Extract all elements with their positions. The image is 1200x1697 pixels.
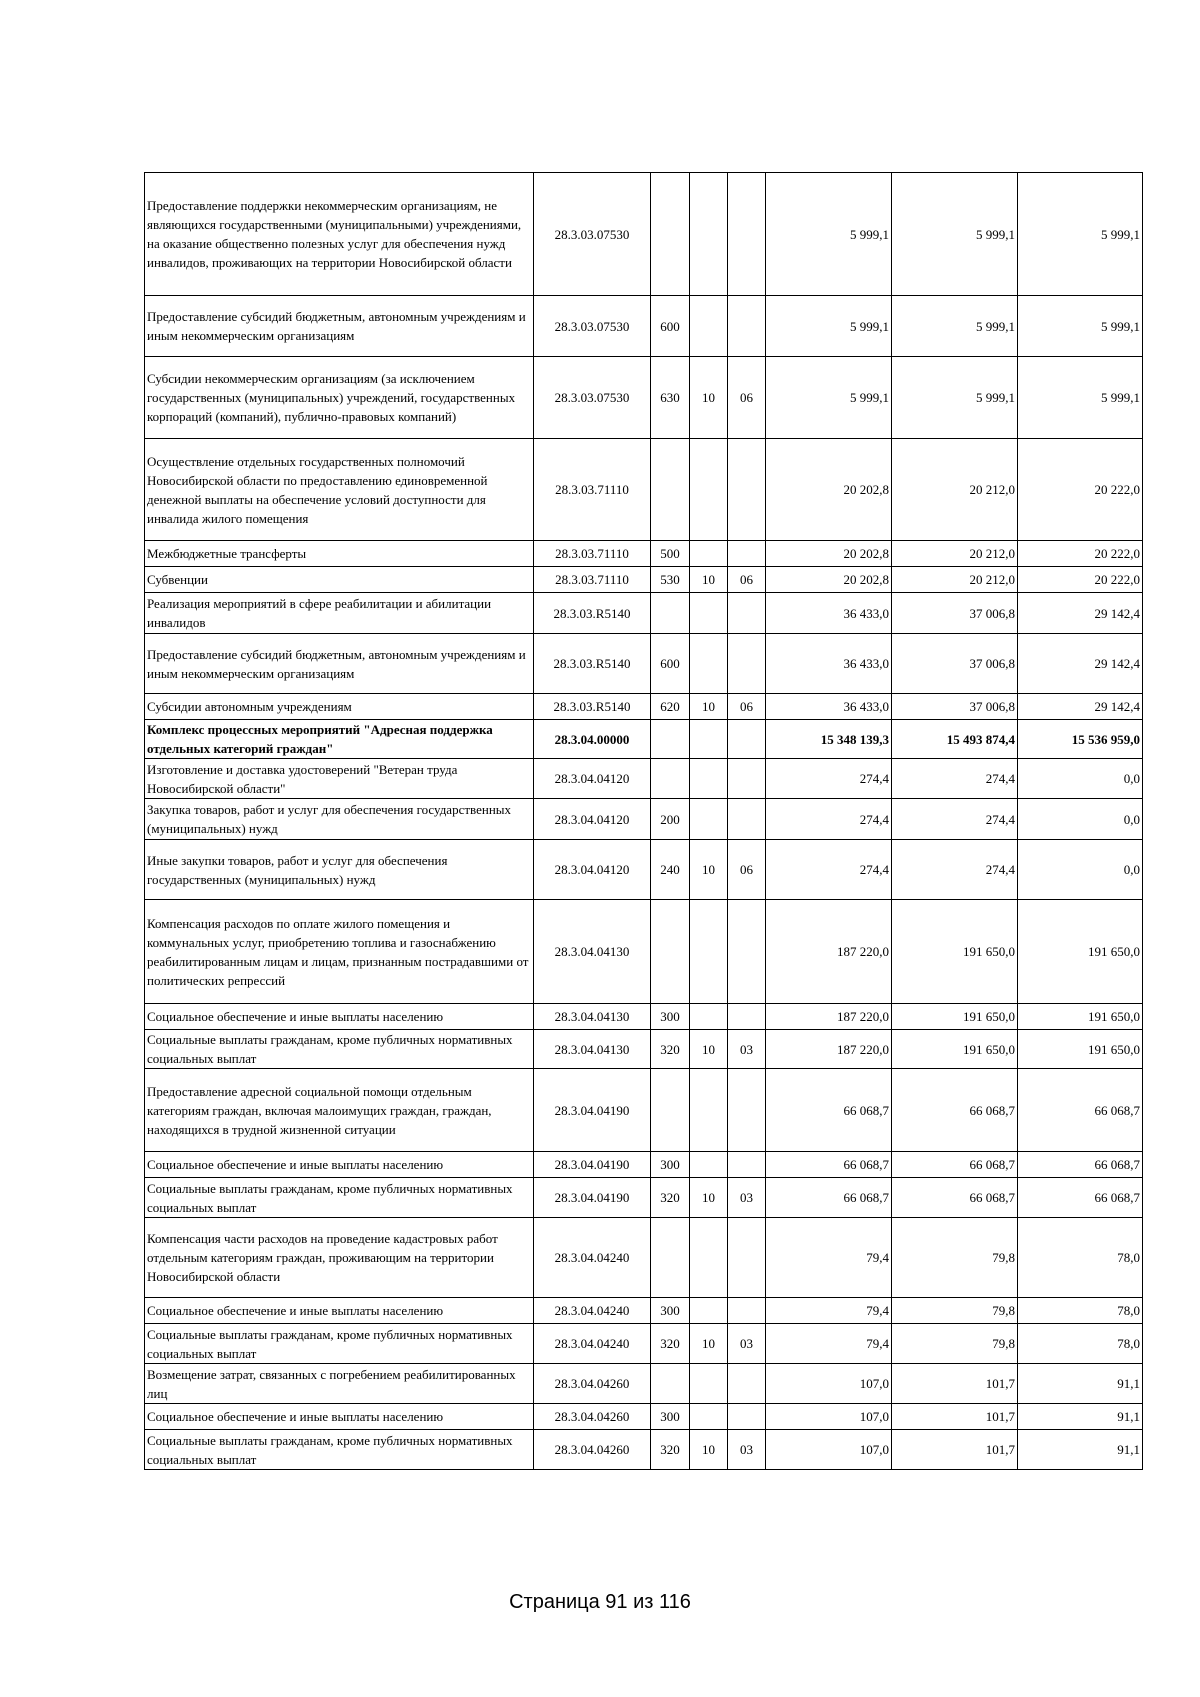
row-subsection xyxy=(728,173,766,296)
row-amount-2: 37 006,8 xyxy=(892,634,1018,694)
row-section xyxy=(690,1069,728,1152)
row-subsection: 03 xyxy=(728,1430,766,1470)
row-subsection xyxy=(728,900,766,1004)
row-name: Межбюджетные трансферты xyxy=(145,541,534,567)
row-expense-type: 600 xyxy=(651,634,690,694)
row-subsection xyxy=(728,1152,766,1178)
table-row xyxy=(145,593,1143,634)
row-subsection xyxy=(728,720,766,759)
row-expense-type: 320 xyxy=(651,1430,690,1470)
table-row xyxy=(145,1298,1143,1324)
row-section: 10 xyxy=(690,1430,728,1470)
row-code: 28.3.04.04120 xyxy=(534,759,651,799)
row-section: 10 xyxy=(690,694,728,720)
row-amount-2: 191 650,0 xyxy=(892,1004,1018,1030)
row-name: Социальное обеспечение и иные выплаты населению xyxy=(145,1404,534,1430)
row-expense-type xyxy=(651,1069,690,1152)
table-row xyxy=(145,840,1143,900)
row-amount-2: 15 493 874,4 xyxy=(892,720,1018,759)
row-amount-1: 36 433,0 xyxy=(766,593,892,634)
row-name: Реализация мероприятий в сфере реабилитации и абилитации инвалидов xyxy=(145,593,534,634)
row-code: 28.3.04.04120 xyxy=(534,799,651,840)
row-expense-type xyxy=(651,1218,690,1298)
row-subsection xyxy=(728,1069,766,1152)
row-amount-1: 5 999,1 xyxy=(766,173,892,296)
row-expense-type: 200 xyxy=(651,799,690,840)
row-code: 28.3.03.07530 xyxy=(534,173,651,296)
table-row xyxy=(145,900,1143,1004)
row-subsection xyxy=(728,1004,766,1030)
row-code: 28.3.04.04240 xyxy=(534,1218,651,1298)
row-amount-2: 66 068,7 xyxy=(892,1069,1018,1152)
row-amount-3: 91,1 xyxy=(1018,1404,1143,1430)
row-amount-1: 66 068,7 xyxy=(766,1069,892,1152)
row-subsection: 03 xyxy=(728,1178,766,1218)
table-row xyxy=(145,1152,1143,1178)
row-expense-type: 240 xyxy=(651,840,690,900)
row-section xyxy=(690,541,728,567)
table-row xyxy=(145,1364,1143,1404)
row-section xyxy=(690,296,728,357)
row-expense-type: 300 xyxy=(651,1298,690,1324)
row-section xyxy=(690,1152,728,1178)
row-subsection: 06 xyxy=(728,840,766,900)
row-code: 28.3.03.71110 xyxy=(534,439,651,541)
row-amount-2: 20 212,0 xyxy=(892,567,1018,593)
row-amount-1: 187 220,0 xyxy=(766,1030,892,1069)
row-amount-1: 79,4 xyxy=(766,1298,892,1324)
row-expense-type: 630 xyxy=(651,357,690,439)
budget-table xyxy=(144,172,1143,1470)
row-amount-1: 5 999,1 xyxy=(766,357,892,439)
table-row xyxy=(145,296,1143,357)
row-code: 28.3.03.71110 xyxy=(534,567,651,593)
row-code: 28.3.03.R5140 xyxy=(534,694,651,720)
row-amount-3: 20 222,0 xyxy=(1018,541,1143,567)
table-row xyxy=(145,1004,1143,1030)
table-row xyxy=(145,1218,1143,1298)
table-row xyxy=(145,1030,1143,1069)
row-amount-2: 5 999,1 xyxy=(892,296,1018,357)
table-row xyxy=(145,799,1143,840)
row-amount-1: 107,0 xyxy=(766,1430,892,1470)
row-code: 28.3.04.04240 xyxy=(534,1298,651,1324)
row-amount-2: 5 999,1 xyxy=(892,173,1018,296)
row-name: Предоставление субсидий бюджетным, автономным учреждениям и иным некоммерческим организациям xyxy=(145,634,534,694)
table-row xyxy=(145,1404,1143,1430)
row-expense-type xyxy=(651,759,690,799)
row-name: Социальное обеспечение и иные выплаты населению xyxy=(145,1152,534,1178)
table-row xyxy=(145,1178,1143,1218)
page-number: Страница 91 из 116 xyxy=(509,1591,691,1613)
row-subsection xyxy=(728,634,766,694)
row-amount-3: 78,0 xyxy=(1018,1298,1143,1324)
row-expense-type: 300 xyxy=(651,1404,690,1430)
row-amount-2: 5 999,1 xyxy=(892,357,1018,439)
row-name: Осуществление отдельных государственных полномочий Новосибирской области по предоставлению единовременной денежной выплаты на обеспечение условий доступности для инвалида жилого помещения xyxy=(145,439,534,541)
row-subsection xyxy=(728,1404,766,1430)
row-amount-2: 274,4 xyxy=(892,799,1018,840)
row-expense-type: 320 xyxy=(651,1178,690,1218)
row-amount-1: 36 433,0 xyxy=(766,634,892,694)
row-expense-type xyxy=(651,593,690,634)
row-amount-1: 66 068,7 xyxy=(766,1178,892,1218)
row-amount-2: 66 068,7 xyxy=(892,1152,1018,1178)
row-name: Комплекс процессных мероприятий "Адресная поддержка отдельных категорий граждан" xyxy=(145,720,534,759)
row-amount-2: 79,8 xyxy=(892,1218,1018,1298)
row-subsection: 06 xyxy=(728,357,766,439)
row-amount-3: 78,0 xyxy=(1018,1218,1143,1298)
row-name: Иные закупки товаров, работ и услуг для обеспечения государственных (муниципальных) нужд xyxy=(145,840,534,900)
row-code: 28.3.04.04240 xyxy=(534,1324,651,1364)
row-name: Субсидии некоммерческим организациям (за исключением государственных (муниципальных) учреждений, государственных корпораций (компаний), публично-правовых компаний) xyxy=(145,357,534,439)
row-name: Социальные выплаты гражданам, кроме публичных нормативных социальных выплат xyxy=(145,1178,534,1218)
row-expense-type: 530 xyxy=(651,567,690,593)
row-expense-type: 620 xyxy=(651,694,690,720)
row-subsection xyxy=(728,1218,766,1298)
row-section xyxy=(690,1298,728,1324)
row-section: 10 xyxy=(690,1324,728,1364)
row-expense-type: 320 xyxy=(651,1324,690,1364)
row-amount-3: 91,1 xyxy=(1018,1430,1143,1470)
row-expense-type: 320 xyxy=(651,1030,690,1069)
row-amount-2: 191 650,0 xyxy=(892,900,1018,1004)
row-amount-3: 0,0 xyxy=(1018,840,1143,900)
row-amount-3: 78,0 xyxy=(1018,1324,1143,1364)
row-amount-2: 274,4 xyxy=(892,759,1018,799)
table-row xyxy=(145,720,1143,759)
row-amount-3: 5 999,1 xyxy=(1018,173,1143,296)
row-section xyxy=(690,799,728,840)
row-subsection xyxy=(728,759,766,799)
row-subsection xyxy=(728,799,766,840)
row-code: 28.3.04.04130 xyxy=(534,1030,651,1069)
row-subsection: 06 xyxy=(728,694,766,720)
table-row xyxy=(145,1069,1143,1152)
row-amount-3: 66 068,7 xyxy=(1018,1178,1143,1218)
row-section xyxy=(690,439,728,541)
row-amount-2: 66 068,7 xyxy=(892,1178,1018,1218)
row-section xyxy=(690,173,728,296)
row-name: Компенсация части расходов на проведение кадастровых работ отдельным категориям граждан, проживающим на территории Новосибирской области xyxy=(145,1218,534,1298)
row-section xyxy=(690,720,728,759)
row-section xyxy=(690,1364,728,1404)
row-expense-type: 600 xyxy=(651,296,690,357)
row-code: 28.3.03.07530 xyxy=(534,296,651,357)
row-section xyxy=(690,593,728,634)
table-row xyxy=(145,694,1143,720)
row-section: 10 xyxy=(690,840,728,900)
table-row xyxy=(145,439,1143,541)
row-amount-1: 274,4 xyxy=(766,799,892,840)
row-subsection: 06 xyxy=(728,567,766,593)
row-amount-1: 274,4 xyxy=(766,840,892,900)
row-section: 10 xyxy=(690,567,728,593)
table-row xyxy=(145,1324,1143,1364)
row-section: 10 xyxy=(690,1030,728,1069)
row-expense-type xyxy=(651,720,690,759)
table-row xyxy=(145,634,1143,694)
row-section: 10 xyxy=(690,1178,728,1218)
row-amount-2: 79,8 xyxy=(892,1324,1018,1364)
table-row xyxy=(145,541,1143,567)
row-amount-1: 187 220,0 xyxy=(766,1004,892,1030)
row-amount-1: 274,4 xyxy=(766,759,892,799)
row-amount-3: 66 068,7 xyxy=(1018,1152,1143,1178)
row-code: 28.3.03.R5140 xyxy=(534,634,651,694)
row-amount-1: 107,0 xyxy=(766,1404,892,1430)
row-expense-type xyxy=(651,439,690,541)
row-subsection xyxy=(728,296,766,357)
row-amount-3: 0,0 xyxy=(1018,759,1143,799)
row-subsection xyxy=(728,593,766,634)
row-amount-3: 91,1 xyxy=(1018,1364,1143,1404)
row-code: 28.3.04.04260 xyxy=(534,1430,651,1470)
row-name: Предоставление субсидий бюджетным, автономным учреждениям и иным некоммерческим организациям xyxy=(145,296,534,357)
row-code: 28.3.04.00000 xyxy=(534,720,651,759)
row-amount-2: 79,8 xyxy=(892,1298,1018,1324)
row-code: 28.3.03.R5140 xyxy=(534,593,651,634)
row-amount-2: 101,7 xyxy=(892,1404,1018,1430)
row-amount-2: 20 212,0 xyxy=(892,439,1018,541)
row-amount-3: 20 222,0 xyxy=(1018,567,1143,593)
row-section: 10 xyxy=(690,357,728,439)
row-amount-3: 5 999,1 xyxy=(1018,357,1143,439)
row-code: 28.3.04.04130 xyxy=(534,900,651,1004)
row-subsection xyxy=(728,439,766,541)
row-amount-2: 37 006,8 xyxy=(892,593,1018,634)
row-expense-type xyxy=(651,173,690,296)
row-name: Закупка товаров, работ и услуг для обеспечения государственных (муниципальных) нужд xyxy=(145,799,534,840)
row-name: Субсидии автономным учреждениям xyxy=(145,694,534,720)
row-expense-type: 500 xyxy=(651,541,690,567)
row-expense-type xyxy=(651,900,690,1004)
row-subsection xyxy=(728,1298,766,1324)
row-name: Предоставление поддержки некоммерческим организациям, не являющихся государственными (муниципальными) учреждениями, на оказание общественно полезных услуг для обеспечения нужд инвалидов, проживающих на территории Новосибирской области xyxy=(145,173,534,296)
row-code: 28.3.03.07530 xyxy=(534,357,651,439)
row-name: Компенсация расходов по оплате жилого помещения и коммунальных услуг, приобретению топлива и газоснабжению реабилитированным лицам и лицам, признанным пострадавшими от политических репрессий xyxy=(145,900,534,1004)
row-code: 28.3.04.04130 xyxy=(534,1004,651,1030)
row-amount-3: 5 999,1 xyxy=(1018,296,1143,357)
row-amount-1: 20 202,8 xyxy=(766,541,892,567)
row-amount-3: 66 068,7 xyxy=(1018,1069,1143,1152)
row-amount-1: 15 348 139,3 xyxy=(766,720,892,759)
row-name: Социальное обеспечение и иные выплаты населению xyxy=(145,1298,534,1324)
row-section xyxy=(690,1404,728,1430)
budget-table-body xyxy=(145,173,1143,1470)
table-row xyxy=(145,173,1143,296)
table-row xyxy=(145,1430,1143,1470)
row-amount-1: 79,4 xyxy=(766,1218,892,1298)
row-name: Социальные выплаты гражданам, кроме публичных нормативных социальных выплат xyxy=(145,1030,534,1069)
row-amount-3: 20 222,0 xyxy=(1018,439,1143,541)
row-expense-type xyxy=(651,1364,690,1404)
row-amount-3: 15 536 959,0 xyxy=(1018,720,1143,759)
row-amount-1: 36 433,0 xyxy=(766,694,892,720)
table-row xyxy=(145,357,1143,439)
row-subsection xyxy=(728,1364,766,1404)
row-amount-3: 191 650,0 xyxy=(1018,1004,1143,1030)
row-section xyxy=(690,900,728,1004)
table-row xyxy=(145,759,1143,799)
row-expense-type: 300 xyxy=(651,1152,690,1178)
row-code: 28.3.04.04190 xyxy=(534,1069,651,1152)
row-name: Предоставление адресной социальной помощи отдельным категориям граждан, включая малоимущих граждан, граждан, находящихся в трудной жизненной ситуации xyxy=(145,1069,534,1152)
row-name: Субвенции xyxy=(145,567,534,593)
row-amount-2: 101,7 xyxy=(892,1364,1018,1404)
row-amount-1: 5 999,1 xyxy=(766,296,892,357)
row-name: Социальные выплаты гражданам, кроме публичных нормативных социальных выплат xyxy=(145,1324,534,1364)
row-amount-1: 66 068,7 xyxy=(766,1152,892,1178)
row-name: Социальное обеспечение и иные выплаты населению xyxy=(145,1004,534,1030)
row-amount-3: 191 650,0 xyxy=(1018,1030,1143,1069)
row-amount-1: 20 202,8 xyxy=(766,439,892,541)
row-amount-3: 29 142,4 xyxy=(1018,593,1143,634)
row-subsection xyxy=(728,541,766,567)
row-code: 28.3.04.04260 xyxy=(534,1404,651,1430)
row-subsection: 03 xyxy=(728,1324,766,1364)
row-amount-2: 274,4 xyxy=(892,840,1018,900)
row-name: Изготовление и доставка удостоверений "Ветеран труда Новосибирской области" xyxy=(145,759,534,799)
row-amount-1: 187 220,0 xyxy=(766,900,892,1004)
row-amount-3: 191 650,0 xyxy=(1018,900,1143,1004)
row-section xyxy=(690,634,728,694)
row-amount-3: 29 142,4 xyxy=(1018,694,1143,720)
row-expense-type: 300 xyxy=(651,1004,690,1030)
row-amount-1: 79,4 xyxy=(766,1324,892,1364)
row-amount-2: 191 650,0 xyxy=(892,1030,1018,1069)
row-code: 28.3.03.71110 xyxy=(534,541,651,567)
row-code: 28.3.04.04190 xyxy=(534,1178,651,1218)
row-amount-2: 37 006,8 xyxy=(892,694,1018,720)
row-amount-3: 0,0 xyxy=(1018,799,1143,840)
row-code: 28.3.04.04190 xyxy=(534,1152,651,1178)
row-amount-2: 20 212,0 xyxy=(892,541,1018,567)
row-section xyxy=(690,759,728,799)
row-amount-2: 101,7 xyxy=(892,1430,1018,1470)
row-amount-3: 29 142,4 xyxy=(1018,634,1143,694)
row-code: 28.3.04.04120 xyxy=(534,840,651,900)
row-section xyxy=(690,1218,728,1298)
table-row xyxy=(145,567,1143,593)
row-name: Возмещение затрат, связанных с погребением реабилитированных лиц xyxy=(145,1364,534,1404)
row-code: 28.3.04.04260 xyxy=(534,1364,651,1404)
row-amount-1: 107,0 xyxy=(766,1364,892,1404)
row-subsection: 03 xyxy=(728,1030,766,1069)
row-section xyxy=(690,1004,728,1030)
row-amount-1: 20 202,8 xyxy=(766,567,892,593)
row-name: Социальные выплаты гражданам, кроме публичных нормативных социальных выплат xyxy=(145,1430,534,1470)
